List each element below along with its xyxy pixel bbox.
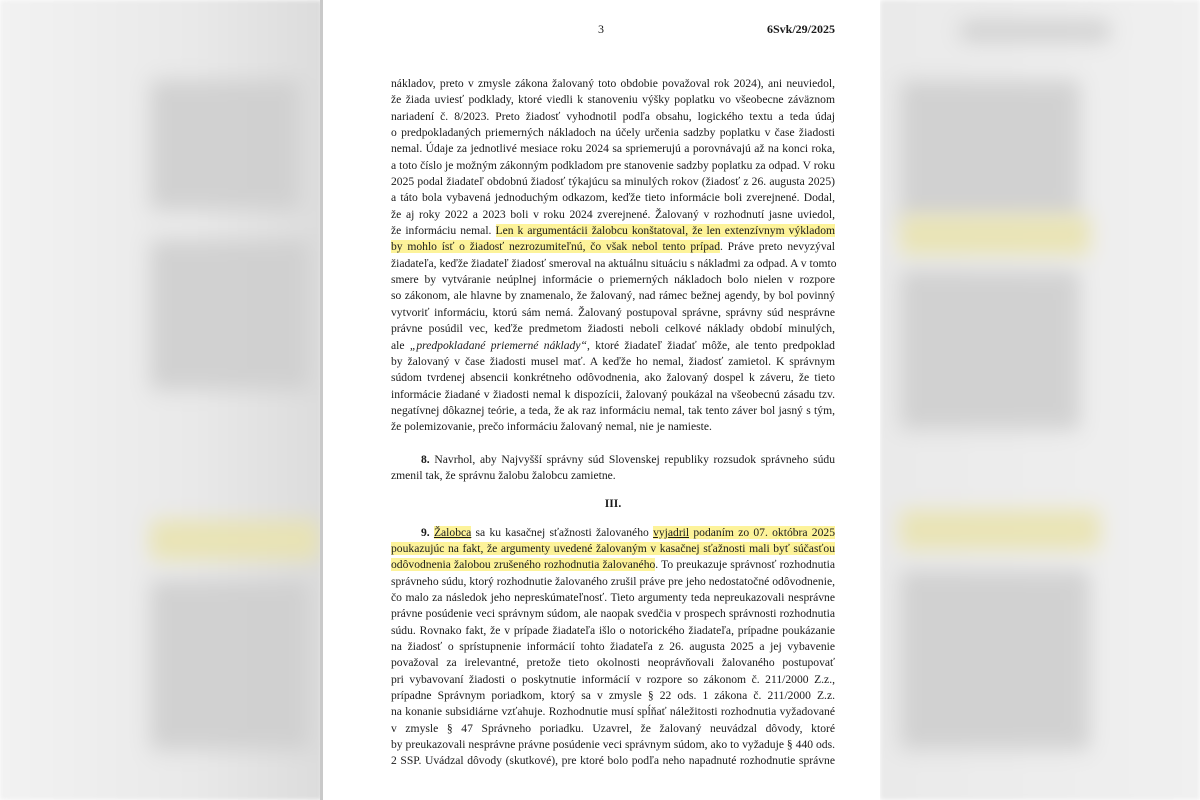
text-fragment: . Práve preto nevyzýval xyxy=(720,240,835,254)
blurred-previous-page xyxy=(0,0,322,800)
text-line: súdom tvrdenej absencii konkrétneho odôvodnenia, ako žalovaný dospel k záveru, že tieto xyxy=(391,371,835,385)
text-line: o predpokladaných priemerných nákladoch na účely určenia sadzby poplatku v čase žiadosti xyxy=(391,126,835,140)
page-number: 3 xyxy=(598,22,604,36)
highlighted-text: Len k argumentácii žalobcu konštatoval, že len extenzívnym výkladom xyxy=(495,224,836,238)
text-line: že aj roky 2022 a 2023 boli v roku 2024 zverejnené. Žalovaný v rozhodnutí jasne uviedol, xyxy=(391,207,835,221)
paragraph-8-line: zmenil tak, že správnu žalobu žalobcu zamietne. xyxy=(391,468,616,482)
paragraph-9-line: na konanie subsidiárne vzťahuje. Rozhodnutie musí spĺňať náležitosti rozhodnutia vyžadované xyxy=(391,705,835,719)
text-line: že polemizovanie, prečo informáciu žalovaný nemal, nie je namieste. xyxy=(391,420,712,434)
highlighted-text: odôvodnenia žalobou zrušeného rozhodnutia žalovaného xyxy=(391,558,656,572)
page-header xyxy=(323,22,880,40)
text-line: žiadateľa, keďže žiadateľ žiadosť smeroval na aktuálnu situáciu s nákladmi za odpad. A v tomto xyxy=(391,256,837,270)
text-fragment: Navrhol, aby Najvyšší správny súd Slovenskej republiky rozsudok správneho súdu xyxy=(429,452,835,466)
text-line xyxy=(391,223,835,239)
text-line: vytvoriť informáciu, ktorú sám nemá. Žalovaný postupoval správne, správny súd nesprávne xyxy=(391,305,835,319)
text-line xyxy=(391,338,835,354)
text-fragment: , ktoré žiadateľ žiadať môže, ale tento predpoklad xyxy=(586,338,835,352)
text-fragment: ale xyxy=(391,338,410,352)
highlighted-text: by mohlo ísť o žiadosť nezrozumiteľnú, čo však nebol tento prípad xyxy=(391,240,720,254)
text-line: nariadení č. 8/2023. Preto žiadosť vyhodnotil podľa obsahu, logického textu a teda údaj xyxy=(391,109,835,123)
document-body xyxy=(391,76,835,770)
text-line: 2025 podal žiadateľ obdobnú žiadosť týkajúcu sa minulých rokov (žiadosť z 26. augusta 2025) xyxy=(391,175,835,189)
text-line: nemal. Údaje za jednotlivé mesiace roku 2024 sa spriemerujú a porovnávajú až na konci roka, xyxy=(391,142,835,156)
highlighted-text: poukazujúc na fakt, že argumenty uvedené žalovaným v kasačnej sťažnosti mali byť súčasťou xyxy=(391,541,835,555)
paragraph-9-line xyxy=(391,541,835,557)
paragraph-9-line: správneho súdu, ktorý rozhodnutie žalovaného zrušil práve pre jeho nedostatočné odôvodnenie, xyxy=(391,574,835,588)
paragraph-9-line: právne posúdenie veci správnym súdom, ale naopak svedčia v prospech správnosti rozhodnutia xyxy=(391,607,835,621)
highlighted-text: podaním zo 07. októbra 2025 xyxy=(689,525,835,539)
blurred-next-page xyxy=(880,0,1200,800)
paragraph-9-line: pri vybavovaní žiadosti o poskytnutie informácií v rozpore so zákonom č. 211/2000 Z.z., xyxy=(391,672,835,686)
document-page xyxy=(323,0,880,800)
paragraph-9-line: v zmysle § 47 Správneho poriadku. Uzavrel, že žalovaný neuvádzal dôvody, ktoré xyxy=(391,721,835,735)
paragraph-number: 8. xyxy=(421,452,430,466)
paragraph-9-line: považoval za irelevantné, pretože tieto okolnosti neoprávňovali žalovaného postupovať xyxy=(391,656,835,670)
paragraph-9-line xyxy=(391,557,835,573)
paragraph-9-line xyxy=(391,525,835,541)
text-line: so zákonom, ale hlavne by znamenalo, že žalovaný, nad rámec bežnej agendy, by bol povinný xyxy=(391,289,835,303)
underlined-highlight: vyjadril xyxy=(653,525,690,539)
paragraph-9-line: súdu. Rovnako fakt, že v prípade žiadateľa išlo o notorického žiadateľa, prípadne poukázanie xyxy=(391,623,835,637)
paragraph-9-line: by preukazovali nesprávne právne posúdenie veci správnym súdom, ako to vyžaduje § 440 ods. xyxy=(391,738,835,752)
paragraph-9-line: čo malo za následok jeho nepreskúmateľnosť. Tieto argumenty teda nepreukazovali nesprávne xyxy=(391,590,835,604)
paragraph-number: 9. xyxy=(421,525,430,539)
underlined-highlight: Žalobca xyxy=(433,525,472,539)
paragraph-9-line: prípadne Správnym poriadkom, ktorý sa v zmysle § 22 ods. 1 zákona č. 211/2000 Z.z. xyxy=(391,689,835,703)
text-line xyxy=(391,239,835,255)
text-fragment: že informáciu nemal. xyxy=(391,224,496,238)
text-line: by žalovaný v čase žiadosti musel mať. A keďže ho nemal, žiadosť zamietol. K správnym xyxy=(391,354,835,368)
text-line: právne posúdil vec, keďže predmetom žiadosti neboli celkové náklady období minulých, xyxy=(391,322,835,336)
text-line: a táto bola vybavená jednoduchým odkazom, keďže tieto informácie boli zverejnené. Dodal, xyxy=(391,191,835,205)
text-line: negatívnej dôkaznej teórie, a teda, že ak raz informáciu nemal, tak tento záver bol jasný s tým, xyxy=(391,403,835,417)
case-reference: 6Svk/29/2025 xyxy=(766,22,835,36)
text-line: a toto číslo je možným zákonným podkladom pre stanovenie sadzby poplatku za odpad. V roku xyxy=(391,158,835,172)
paragraph-9-line: 2 SSP. Uvádzal dôvody (skutkové), pre ktoré bolo podľa neho napadnuté rozhodnutie správne xyxy=(391,754,835,768)
text-line: informácie žiadané v žiadosti nemal k dispozícii, žalovaný poukázal na všeobecnú zásadu tzv. xyxy=(391,387,835,401)
paragraph-8-line xyxy=(391,452,835,468)
italic-text: „predpokladané priemerné náklady“ xyxy=(409,338,587,352)
text-fragment: sa ku kasačnej sťažnosti žalovaného xyxy=(471,525,654,539)
paragraph-9-line: na žiadosť o sprístupnenie informácií tohto žiadateľa z 26. augusta 2025 a jej vybavenie xyxy=(391,640,835,653)
text-line: že žiada uviesť podklady, ktoré viedli k stanoveniu výšky poplatku vo všeobecne záväznom xyxy=(391,93,835,107)
section-heading: III. xyxy=(604,497,622,511)
text-line: nákladov, preto v zmysle zákona žalovaný toto obdobie považoval rok 2024), ani neuviedol, xyxy=(391,77,835,90)
text-fragment: . To preukazuje správnosť rozhodnutia xyxy=(655,558,835,572)
text-line: smere by vytváranie neúplnej informácie o priemerných nákladoch bolo nielen v rozpore xyxy=(391,273,835,287)
